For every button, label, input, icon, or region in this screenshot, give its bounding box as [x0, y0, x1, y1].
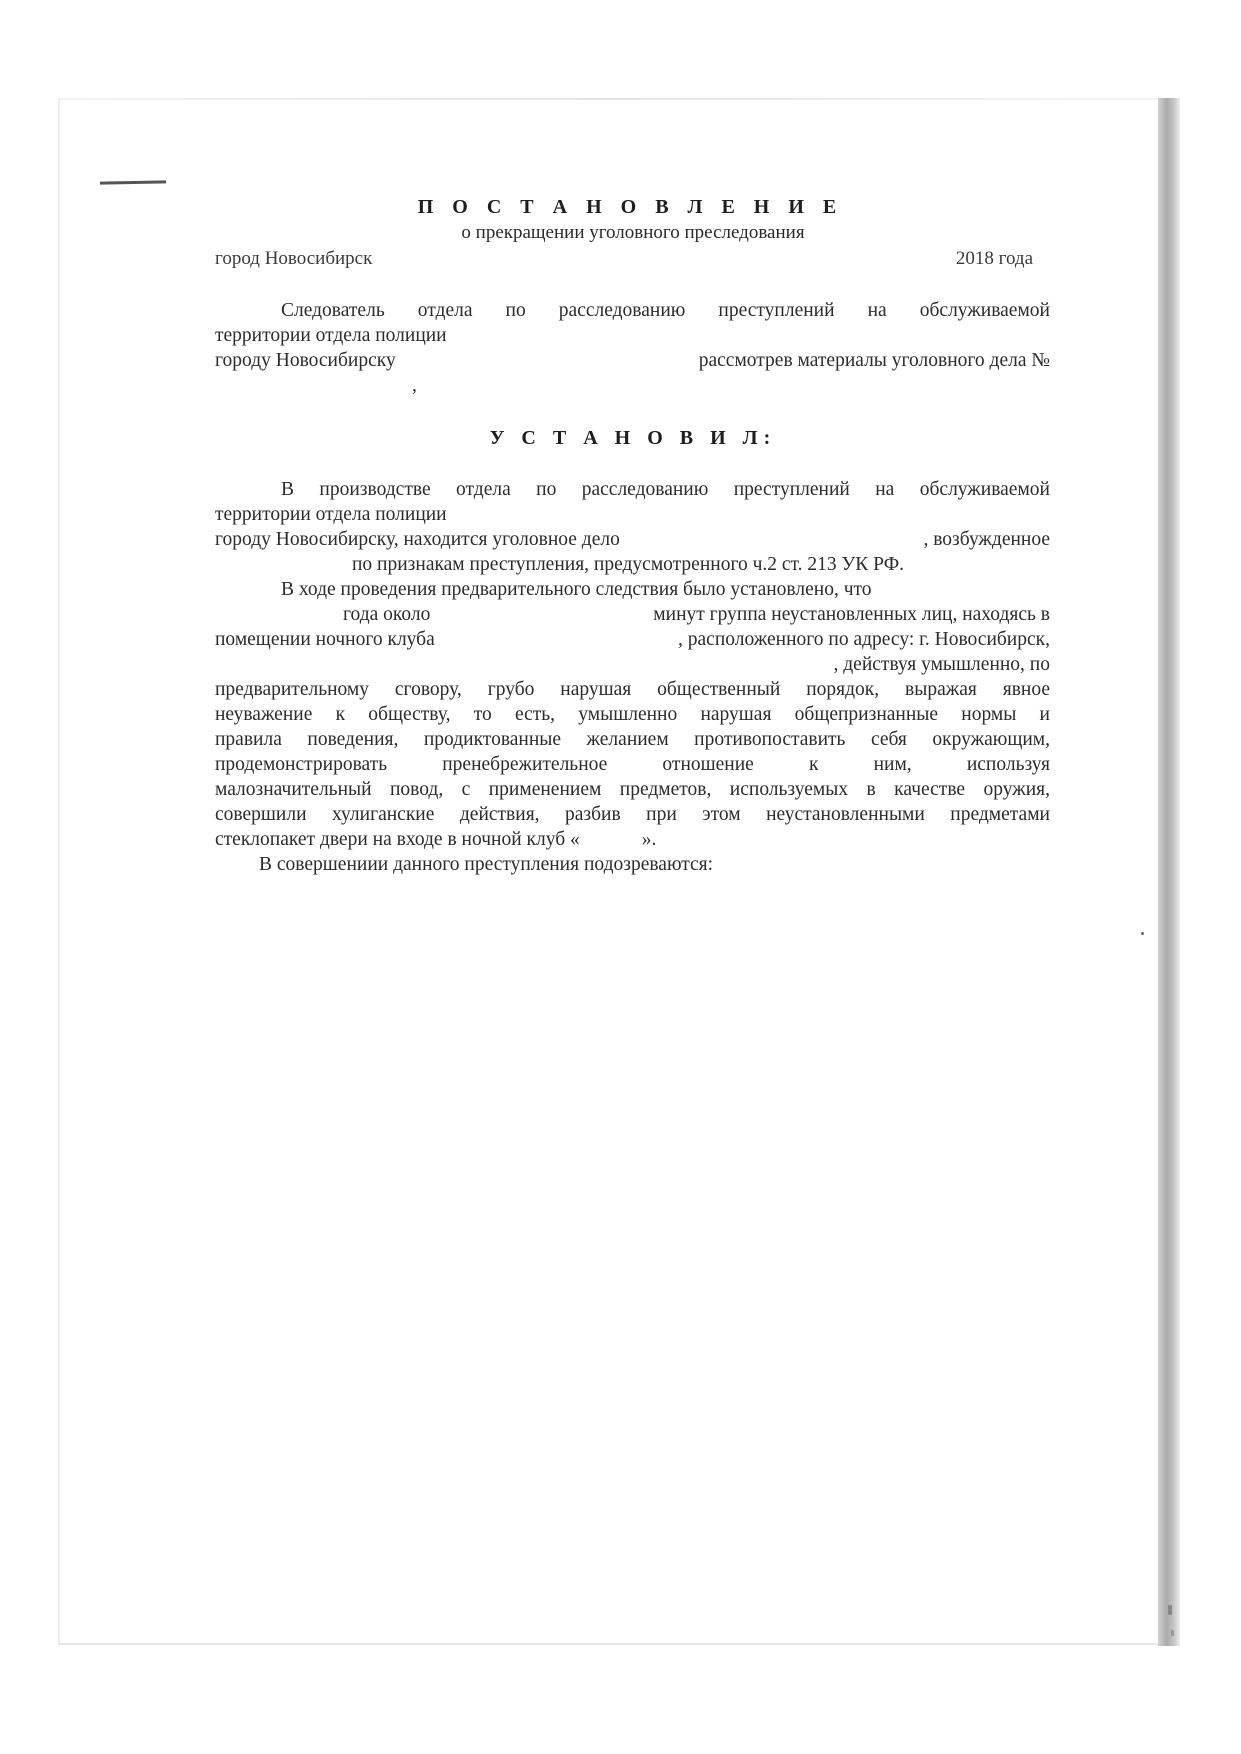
- body-paragraph-2: [215, 577, 1050, 852]
- p2-line-3-b: , расположенного по адресу: г. Новосибирск,: [678, 629, 1050, 650]
- p1-line-3: [215, 527, 1050, 552]
- p2-line-2-b: минут группа неустановленных лиц, находясь в: [653, 604, 1050, 625]
- body-paragraph-3: [215, 852, 1050, 877]
- body-paragraph-1: [215, 477, 1050, 577]
- p2-line-3-a: помещении ночного клуба: [215, 629, 435, 650]
- date-label: 2018 года: [955, 248, 1033, 269]
- p2-line-5: предварительному сговору, грубо нарушая общественный порядок, выражая явное: [215, 679, 1050, 700]
- p2-line-4: , действуя умышленно, по: [833, 654, 1050, 675]
- scan-speck: [1141, 932, 1144, 935]
- p1-line-1: В производстве отдела по расследованию преступлений на обслуживаемой: [281, 479, 1050, 500]
- p2-line-2: [215, 602, 1050, 627]
- p2-line-11-a: стеклопакет двери на входе в ночной клуб «: [215, 829, 580, 850]
- scan-speck: [1168, 1605, 1172, 1615]
- p1-line-3-left: городу Новосибирску, находится уголовное дело: [215, 529, 620, 550]
- intro-paragraph: [215, 298, 1050, 398]
- intro-line-2: территории отдела полиции: [215, 325, 447, 346]
- p2-line-7: правила поведения, продиктованные желанием противопоставить себя окружающим,: [215, 729, 1050, 750]
- p2-line-10: совершили хулиганские действия, разбив при этом неустановленными предметами: [215, 804, 1050, 825]
- p3-line-1: В совершениии данного преступления подозреваются:: [259, 854, 714, 875]
- intro-line-4: ,: [412, 375, 417, 396]
- p2-line-11-b: ».: [641, 829, 657, 850]
- p1-line-2: территории отдела полиции: [215, 504, 447, 525]
- scan-border-top: [58, 98, 1168, 100]
- scan-border-right: [1158, 98, 1180, 1646]
- scan-border-left: [58, 98, 60, 1644]
- scan-mark-dash: [100, 180, 166, 184]
- intro-line-1: Следователь отдела по расследованию преступлений на обслуживаемой: [281, 300, 1050, 321]
- section-heading: У С Т А Н О В И Л:: [489, 427, 777, 449]
- scan-speck: [1171, 1630, 1174, 1636]
- p2-line-11: [215, 827, 1050, 852]
- p2-line-6: неуважение к обществу, то есть, умышленно нарушая общепризнанные нормы и: [215, 704, 1050, 725]
- p2-line-1: В ходе проведения предварительного следствия было установлено, что: [281, 579, 872, 600]
- p2-line-3: [215, 627, 1050, 652]
- intro-line-3-left: городу Новосибирску: [215, 350, 396, 371]
- document-title: П О С Т А Н О В Л Е Н И Е: [417, 196, 844, 218]
- intro-line-3: [215, 348, 1050, 373]
- p2-line-9: малозначительный повод, с применением предметов, используемых в качестве оружия,: [215, 779, 1050, 800]
- p1-line-4: по признакам преступления, предусмотренного ч.2 ст. 213 УК РФ.: [352, 554, 904, 575]
- intro-line-3-right: рассмотрев материалы уголовного дела №: [698, 350, 1050, 371]
- city-label: город Новосибирск: [215, 248, 373, 269]
- p2-line-2-a: года около: [343, 604, 431, 625]
- p1-line-3-right: , возбужденное: [923, 529, 1050, 550]
- p2-line-8: продемонстрировать пренебрежительное отношение к ним, используя: [215, 754, 1050, 775]
- scan-border-bottom: [58, 1643, 1168, 1645]
- document-subtitle: о прекращении уголовного преследования: [461, 222, 805, 243]
